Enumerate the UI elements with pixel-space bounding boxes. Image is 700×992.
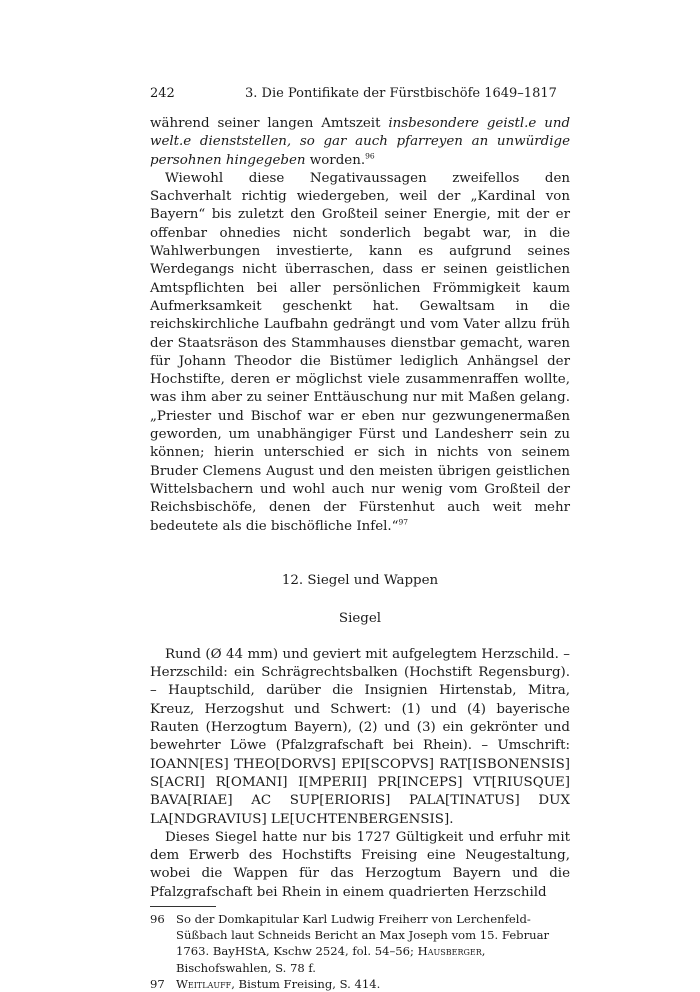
footnote-96 xyxy=(150,911,570,976)
footnote-ref-97[interactable]: 97 xyxy=(398,517,409,527)
paragraph-1 xyxy=(150,115,570,170)
paragraph-2-text: Wiewohl diese Negativaussagen zweifellos den Sachverhalt richtig wiedergeben, weil der „Kardinal von Bayern“ bis zuletzt den Großteil seiner Energie, mit der er offenbar ohnedies nicht sonderlich begabt war, in die Wahlwerbungen investierte, kann es aufgrund seines Werdegangs nicht überraschen, dass er seinen geistlichen Amtspflichten bei aller persönlichen Frömmigkeit kaum Aufmerksamkeit geschenkt hat. Gewaltsam in die reichskirchliche Laufbahn gedrängt und vom Vater allzu früh der Staatsräson des Stammhauses dienstbar gemacht, waren für Johann Theodor die Bistümer lediglich Anhängsel der Hochstifte, deren er möglichst viele zusammenraffen wollte, was ihm aber zu seiner Enttäuschung nur mit Maßen gelang. „Priester und Bischof war er eben nur gezwungenermaßen geworden, um unabhängiger Fürst und Landesherr sein zu können; hierin unterschied er sich in nichts von seinem Bruder Clemens August und den meisten übrigen geistlichen Wittelsbachern und wohl auch nur wenig vom Großteil der Reichsbischöfe, denen der Fürstenhut auch weit mehr bedeutete als die bischöfliche Infel.“ xyxy=(150,170,570,534)
main-text xyxy=(150,115,570,902)
paragraph-2 xyxy=(150,170,570,536)
page-number: 242 xyxy=(150,86,175,101)
footnote-97-author: Weitlauff xyxy=(176,976,232,991)
section-title: 12. Siegel und Wappen xyxy=(281,572,439,588)
footnote-96-text-a: So der Domkapitular Karl Ludwig Freiherr von Lerchenfeld-Süßbach laut Schneids Bericht an Max Joseph vom 15. Februar 1763. BayHStA, Kschw 2524, fol. 54–56; xyxy=(176,911,550,959)
running-header xyxy=(150,86,570,102)
footnote-96-author: Hausberger xyxy=(417,944,482,959)
footnote-text xyxy=(176,911,570,976)
footnote-number: 97 xyxy=(150,976,165,991)
paragraph-3: Rund (Ø 44 mm) und geviert mit aufgelegtem Herzschild. – Herzschild: ein Schrägrechtsbalken (Hochstift Regensburg). – Hauptschild, darüber die Insignien Hirtenstab, Mitra, Kreuz, Herzogshut und Schwert: (1) und (4) bayerische Rauten (Herzogtum Bayern), (2) und (3) ein gekrönter und bewehrter Löwe (Pfalzgrafschaft bei Rhein). – Umschrift: IOANN[ES] THEO[DORVS] EPI[SCOPVS] RAT[ISBONENSIS] S[ACRI] R[OMANI] I[MPERII] PR[INCEPS] VT[RIUSQUE] BAVA[RIAE] AC SUP[ERIORIS] PALA[TINATUS] DUX LA[NDGRAVIUS] LE[UCHTENBERGENSIS]. xyxy=(150,646,570,827)
subsection-title: Siegel xyxy=(338,610,382,626)
paragraph-1-lead: während seiner langen Amtszeit xyxy=(150,116,389,131)
footnote-ref-96[interactable]: 96 xyxy=(365,151,375,161)
paragraph-1-quote: insbesondere geistl.e und welt.e dienststellen, so gar auch pfarreyen an unwürdige persohnen hingegeben xyxy=(150,116,571,168)
paragraph-4: Dieses Siegel hatte nur bis 1727 Gültigkeit und erfuhr mit dem Erwerb des Hochstifts Freising eine Neugestaltung, wobei die Wappen für das Herzogtum Bayern und die Pfalzgrafschaft bei Rhein in einem quadrierten Herzschild xyxy=(150,829,570,900)
footnote-96-text-b: , Bischofswahlen, S. 78 f. xyxy=(176,944,486,975)
footnote-text xyxy=(176,976,570,992)
running-title: 3. Die Pontifikate der Fürstbischöfe 1649–1817 xyxy=(245,86,557,101)
paragraph-1-tail: worden. xyxy=(305,152,366,168)
book-page xyxy=(150,86,570,992)
footnote-number: 96 xyxy=(150,911,165,926)
footnote-97-text-b: , Bistum Freising, S. 414. xyxy=(231,976,381,991)
footnote-divider xyxy=(150,906,216,907)
footnote-97 xyxy=(150,976,570,992)
